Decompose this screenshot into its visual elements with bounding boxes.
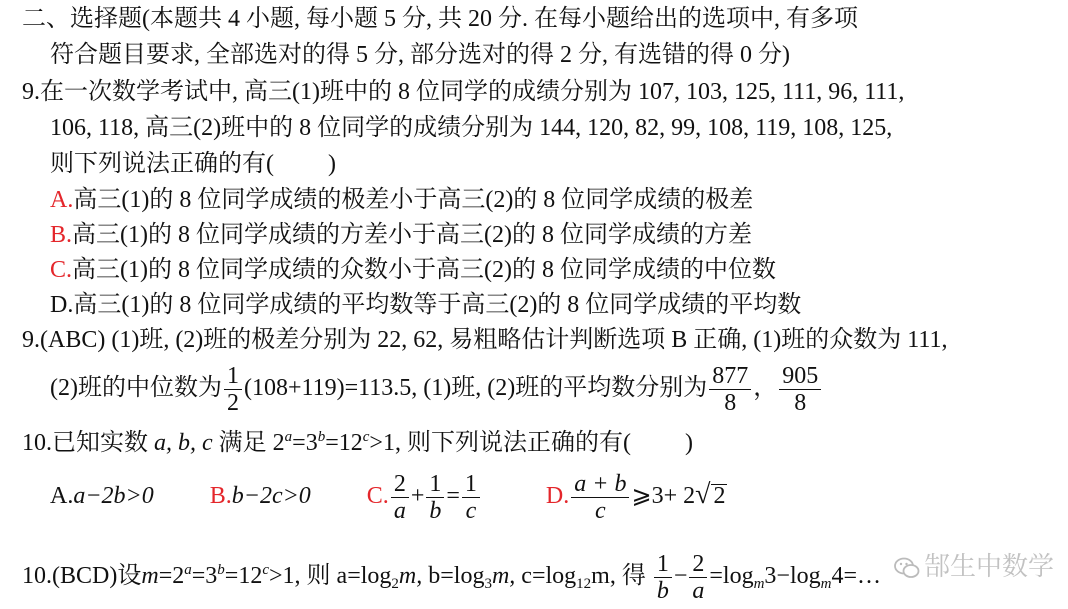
q10-option-d [545, 470, 728, 524]
numerator: 1 [224, 363, 242, 390]
a10-text: b=log [428, 563, 485, 589]
numerator: 2 [689, 551, 707, 578]
watermark [894, 546, 1054, 583]
q10-stem-text: 10.已知实数 [22, 430, 148, 456]
q9-option-c [50, 255, 776, 285]
q10-option-b [210, 483, 311, 509]
q10-stem-text: =12 [325, 430, 363, 456]
numerator: 1 [654, 551, 672, 578]
a10-text: 10.(BCD)设 [22, 563, 142, 589]
numerator: 2 [391, 471, 409, 498]
q9-option-a [50, 185, 753, 215]
section-heading-line2: 符合题目要求, 全部选对的得 5 分, 部分选对的得 2 分, 有选错的得 0 分) [50, 42, 790, 68]
q10-stem [22, 428, 693, 458]
sqrt-icon: √ [695, 479, 711, 510]
option-text: 高三(1)的 8 位同学成绩的众数小于高三(2)的 8 位同学成绩的中位数 [72, 257, 776, 283]
watermark-text: 郜生中数学 [923, 552, 1054, 582]
option-text: b−2c>0 [231, 483, 311, 509]
separator: ， [753, 375, 778, 401]
numerator: 1 [462, 471, 480, 498]
q10-stem-text: 满足 2 [218, 430, 285, 456]
q9-stem-line1: 9.在一次数学考试中, 高三(1)班中的 8 位同学的成绩分别为 107, 103, 125, 111, 96, 111, [22, 79, 905, 105]
log-base: m [820, 576, 832, 592]
q10-options [50, 467, 727, 524]
option-letter: B. [50, 222, 73, 248]
numerator: 905 [779, 363, 821, 390]
a9-median-label: (2)班的中位数为 [50, 375, 222, 401]
denominator: 8 [724, 389, 737, 416]
log-base: 2 [391, 576, 399, 592]
q10-option-c [366, 470, 482, 524]
fraction [654, 551, 672, 604]
a10-text: =3 [191, 563, 218, 589]
fraction [426, 471, 444, 524]
a10-line1 [22, 548, 881, 604]
denominator: c [465, 497, 477, 524]
option-text: 高三(1)的 8 位同学成绩的平均数等于高三(2)的 8 位同学成绩的平均数 [73, 292, 802, 318]
a10-text: m, [491, 563, 522, 589]
a10-text: 3−log [764, 563, 821, 589]
numerator: 1 [426, 471, 444, 498]
log-base: 12 [576, 576, 592, 592]
a10-text: 4=… [831, 563, 882, 589]
a10-text: m, [398, 563, 429, 589]
q9-option-b [50, 220, 752, 250]
q10-variables: a, b, c [154, 430, 213, 456]
a9-line1: 9.(ABC) (1)班, (2)班的极差分别为 22, 62, 易粗略估计判断选项 B 正确, (1)班的众数为 111, [22, 327, 948, 353]
exponent: c [362, 429, 370, 445]
exponent: b [317, 429, 326, 445]
q9-stem-line3: 则下列说法正确的有( ) [50, 151, 336, 177]
a10-text: =12 [224, 563, 263, 589]
a9-line2 [50, 360, 823, 416]
radicand: 2 [713, 483, 726, 509]
exponent: b [217, 562, 225, 578]
option-letter: A. [50, 483, 74, 509]
operator: + [410, 483, 425, 509]
a10-text: >1, 则 [269, 563, 331, 589]
q9-option-d [50, 290, 801, 320]
option-letter: B. [209, 483, 232, 509]
denominator: 8 [794, 389, 807, 416]
fraction-mean1 [709, 363, 751, 416]
denominator: b [656, 577, 669, 604]
a10-text: m, 得 [591, 563, 646, 589]
denominator: 2 [226, 389, 239, 416]
q10-option-a [50, 483, 154, 509]
option-letter: A. [50, 187, 74, 213]
a10-text: a=log [336, 563, 392, 589]
a10-text: =2 [158, 563, 185, 589]
fraction [571, 471, 629, 524]
wechat-logo-icon [894, 555, 920, 581]
exponent: a [184, 562, 192, 578]
q9-stem-line2: 106, 118, 高三(2)班中的 8 位同学的成绩分别为 144, 120, 82, 99, 108, 119, 108, 125, [50, 115, 893, 141]
operator: = [446, 483, 460, 509]
option-letter: D. [50, 292, 74, 318]
fraction-mean2 [779, 363, 821, 416]
fraction-half [224, 363, 242, 416]
option-letter: C. [50, 257, 73, 283]
option-text: a−2b>0 [73, 483, 154, 509]
denominator: a [393, 497, 406, 524]
option-text: 高三(1)的 8 位同学成绩的极差小于高三(2)的 8 位同学成绩的极差 [73, 187, 754, 213]
section-heading-line1: 二、选择题(本题共 4 小题, 每小题 5 分, 共 20 分. 在每小题给出的选项中, 有多项 [22, 6, 858, 32]
a9-mean-label: (108+119)=113.5, (1)班, (2)班的平均数分别为 [243, 375, 708, 401]
option-text: 高三(1)的 8 位同学成绩的方差小于高三(2)的 8 位同学成绩的方差 [72, 222, 752, 248]
numerator: a + b [571, 471, 629, 498]
a10-text: c=log [521, 563, 577, 589]
numerator: 877 [709, 363, 751, 390]
q10-stem-text: =3 [292, 430, 318, 456]
denominator: a [692, 577, 705, 604]
option-text: ⩾3+ 2 [631, 483, 696, 509]
fraction [462, 471, 480, 524]
option-letter: D. [545, 483, 570, 509]
fraction [391, 471, 409, 524]
option-letter: C. [366, 483, 389, 509]
operator: − [673, 563, 688, 589]
log-base: m [753, 576, 765, 592]
a10-variable: m [141, 563, 159, 589]
denominator: c [595, 497, 606, 524]
fraction [689, 551, 707, 604]
denominator: b [429, 497, 442, 524]
a10-text: =log [709, 563, 754, 589]
log-base: 3 [484, 576, 492, 592]
exponent: a [284, 429, 293, 445]
exponent: c [262, 562, 269, 578]
q10-stem-text: >1, 则下列说法正确的有( ) [369, 430, 693, 456]
